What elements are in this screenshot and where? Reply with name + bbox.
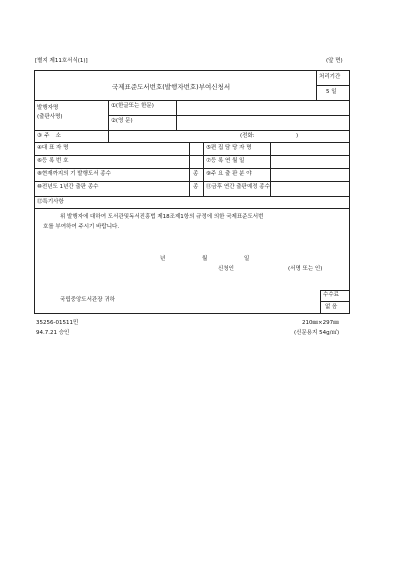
- fee-top-line: [320, 290, 350, 291]
- signature-label: (서명 또는 인): [288, 266, 323, 272]
- form-title: 국제표준도서번호(발행자번호)부여신청서: [112, 83, 231, 91]
- approval-date: 94.7.21 승인: [36, 330, 70, 336]
- processing-period-label: 처리기간: [319, 74, 341, 80]
- paper-size: 210㎜×297㎜: [302, 320, 339, 326]
- editor-name-label: ⑤편 집 담 당 자 명: [206, 145, 252, 151]
- date-year: 년: [160, 256, 166, 262]
- row-line-6: [34, 181, 350, 182]
- publisher-name-sublabel-text: (출판사명): [37, 114, 63, 120]
- registration-number-label: ⑥등 록 번 호: [37, 158, 69, 164]
- request-text-line2: 호를 부여하여 주시기 바랍니다.: [43, 224, 120, 230]
- right-divider: [270, 142, 271, 196]
- row-line-7: [34, 196, 350, 197]
- center-divider-2: [203, 142, 204, 196]
- center-divider: [189, 142, 190, 196]
- publisher-korean-field[interactable]: ①(한글또는 한문): [111, 103, 154, 109]
- published-count-label: ⑧현재까지의 기 발행도서 종수: [37, 171, 111, 177]
- fee-value: 없 음: [325, 304, 338, 310]
- planned-count-label: ⑪금후 연간 출판예정 종수: [206, 184, 270, 190]
- registration-date-label: ⑦등 록 연 월 일: [206, 158, 245, 164]
- main-field-label: ⑨주 요 출 판 분 야: [206, 171, 252, 177]
- fee-divider: [320, 290, 321, 314]
- processing-period-value: 5 일: [326, 89, 337, 95]
- row-line-2: [34, 130, 350, 131]
- form-code: 35256-01511민: [36, 320, 79, 326]
- form-number: [별지 제11호서식(1)]: [35, 58, 88, 64]
- publisher-name-label: 발행자명: [37, 105, 59, 111]
- fee-label: 수수료: [323, 292, 339, 298]
- request-text-line1: 위 발행자에 대하여 도서관및독서진흥법 제18조제1항의 규정에 의한 국제표준도서번: [60, 214, 264, 220]
- date-month: 월: [202, 256, 208, 262]
- row-line-1: [34, 100, 350, 101]
- notes-label: ⑫특기사항: [37, 199, 64, 205]
- publisher-mid-line: [108, 115, 350, 116]
- phone-close: ): [296, 133, 299, 139]
- fee-mid-line: [320, 301, 350, 302]
- processing-divider: [316, 85, 350, 86]
- row-line-4: [34, 155, 350, 156]
- paper-type: (신문용지 54g/㎡): [294, 330, 340, 336]
- row-line-8: [34, 208, 350, 209]
- phone-label: (전화:: [240, 133, 255, 139]
- last-year-count-unit: 종: [193, 184, 199, 190]
- publisher-english-field[interactable]: ②(영 문): [111, 118, 133, 124]
- form-frame: [34, 70, 350, 314]
- published-count-unit: 종: [193, 171, 199, 177]
- page-side-label: (앞 면): [326, 58, 343, 64]
- row-line-5: [34, 168, 350, 169]
- date-day: 일: [244, 256, 250, 262]
- row-line-3: [34, 142, 350, 143]
- recipient: 국립중앙도서관장 귀하: [60, 297, 115, 303]
- last-year-count-label: ⑩전년도 1년간 출판 종수: [37, 184, 99, 190]
- representative-name-label: ④대 표 자 명: [37, 145, 69, 151]
- applicant-label: 신청인: [218, 266, 234, 272]
- address-label: ③주 소: [37, 133, 64, 139]
- address-divider: [108, 130, 109, 142]
